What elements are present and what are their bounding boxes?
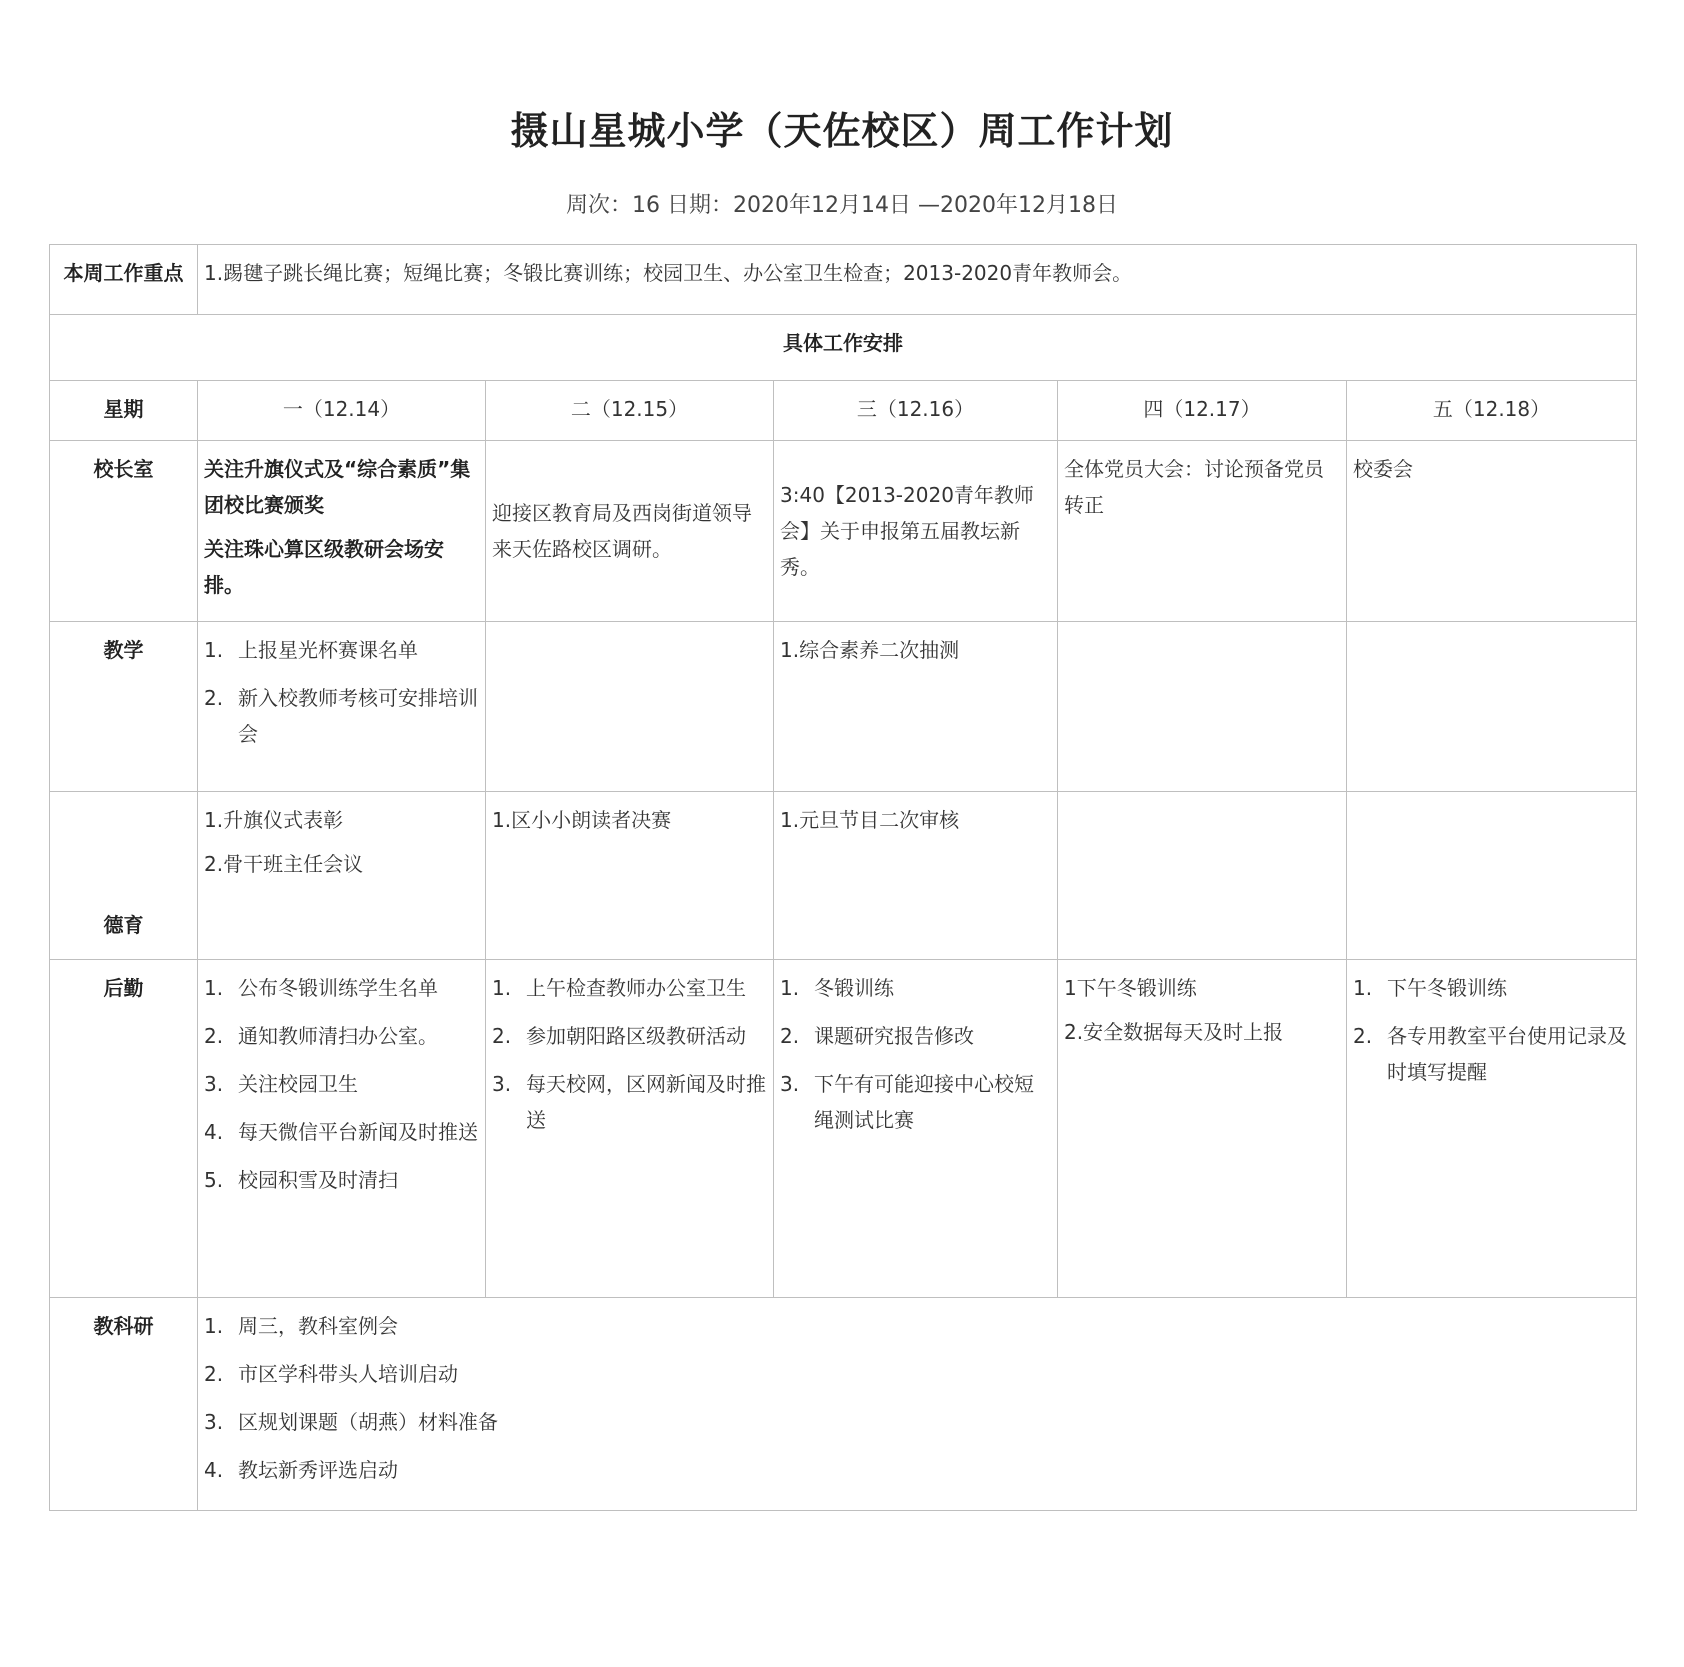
list-item: 3. 每天校网，区网新闻及时推送 [492, 1072, 766, 1132]
list-item: 4. 每天微信平台新闻及时推送 [204, 1120, 478, 1144]
list-item: 1. 上报星光杯赛课名单 [204, 638, 418, 662]
teaching-fri [1347, 622, 1637, 792]
week-date-info: 周次：16 日期：2020年12月14日 —2020年12月18日 [566, 193, 1118, 218]
principal-row [50, 441, 1637, 622]
principal-mon-item: 关注升旗仪式及“综合素质”集团校比赛颁奖 [204, 457, 471, 517]
logistics-row [50, 960, 1637, 1298]
principal-mon [198, 441, 486, 622]
list-item: 1. 冬锻训练 [780, 976, 894, 1000]
day-header-tue: 二（12.15） [486, 381, 774, 441]
principal-mon-item: 关注珠心算区级教研会场安排。 [204, 537, 444, 597]
teaching-mon [198, 622, 486, 792]
research-content [198, 1298, 1637, 1511]
section-title: 具体工作安排 [50, 315, 1637, 381]
section-row [50, 315, 1637, 381]
logistics-fri [1347, 960, 1637, 1298]
page-title: 摄山星城小学（天佐校区）周工作计划 [510, 109, 1174, 153]
teaching-tue [486, 622, 774, 792]
moral-wed: 1.元旦节目二次审核 [774, 792, 1058, 960]
list-item: 2. 各专用教室平台使用记录及时填写提醒 [1353, 1024, 1627, 1084]
logistics-label: 后勤 [50, 960, 198, 1298]
focus-row [50, 245, 1637, 315]
research-row [50, 1298, 1637, 1511]
principal-fri: 校委会 [1347, 441, 1637, 622]
weekday-label: 星期 [50, 381, 198, 441]
logistics-thu-item: 1下午冬锻训练 [1064, 976, 1197, 1000]
moral-fri [1347, 792, 1637, 960]
list-item: 3. 区规划课题（胡燕）材料准备 [204, 1410, 498, 1434]
moral-tue: 1.区小小朗读者决赛 [486, 792, 774, 960]
teaching-label: 教学 [50, 622, 198, 792]
research-label: 教科研 [50, 1298, 198, 1511]
day-header-fri: 五（12.18） [1347, 381, 1637, 441]
list-item: 2. 新入校教师考核可安排培训会 [204, 686, 478, 746]
logistics-wed [774, 960, 1058, 1298]
list-item: 5. 校园积雪及时清扫 [204, 1168, 398, 1192]
work-plan-table [49, 244, 1637, 1511]
list-item: 2. 通知教师清扫办公室。 [204, 1024, 438, 1048]
principal-label: 校长室 [50, 441, 198, 622]
list-item: 2. 课题研究报告修改 [780, 1024, 974, 1048]
weekday-row [50, 381, 1637, 441]
day-header-wed: 三（12.16） [774, 381, 1058, 441]
list-item: 1. 上午检查教师办公室卫生 [492, 976, 746, 1000]
moral-mon-item: 2.骨干班主任会议 [204, 852, 364, 876]
moral-row [50, 792, 1637, 960]
teaching-wed: 1.综合素养二次抽测 [774, 622, 1058, 792]
focus-text: 1.踢毽子跳长绳比赛；短绳比赛；冬锻比赛训练；校园卫生、办公室卫生检查；2013-2020青年教师会。 [198, 245, 1637, 315]
list-item: 2. 市区学科带头人培训启动 [204, 1362, 458, 1386]
focus-label: 本周工作重点 [50, 245, 198, 315]
day-header-thu: 四（12.17） [1058, 381, 1347, 441]
logistics-mon [198, 960, 486, 1298]
moral-thu [1058, 792, 1347, 960]
principal-thu: 全体党员大会：讨论预备党员转正 [1058, 441, 1347, 622]
moral-label: 德育 [50, 792, 198, 960]
principal-tue: 迎接区教育局及西岗街道领导来天佐路校区调研。 [486, 441, 774, 622]
list-item: 3. 下午有可能迎接中心校短绳测试比赛 [780, 1072, 1034, 1132]
moral-mon [198, 792, 486, 960]
teaching-row [50, 622, 1637, 792]
teaching-thu [1058, 622, 1347, 792]
logistics-thu-item: 2.安全数据每天及时上报 [1064, 1020, 1284, 1044]
moral-mon-item: 1.升旗仪式表彰 [204, 808, 344, 832]
principal-wed: 3:40【2013-2020青年教师会】关于申报第五届教坛新秀。 [774, 441, 1058, 622]
list-item: 2. 参加朝阳路区级教研活动 [492, 1024, 746, 1048]
list-item: 3. 关注校园卫生 [204, 1072, 358, 1096]
logistics-tue [486, 960, 774, 1298]
list-item: 1. 周三，教科室例会 [204, 1314, 398, 1338]
list-item: 1. 公布冬锻训练学生名单 [204, 976, 438, 1000]
day-header-mon: 一（12.14） [198, 381, 486, 441]
logistics-thu [1058, 960, 1347, 1298]
list-item: 4. 教坛新秀评选启动 [204, 1458, 398, 1482]
list-item: 1. 下午冬锻训练 [1353, 976, 1507, 1000]
